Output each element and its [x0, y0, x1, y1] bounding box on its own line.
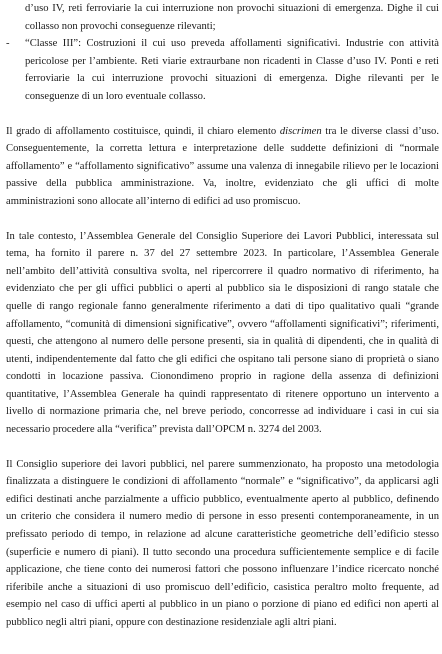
- paragraph-assemblea-generale: In tale contesto, l’Assemblea Generale del Consiglio Superiore dei Lavori Pubblici, interessata sul tema, ha fornito il parere n. 37 del 27 settembre 2023. In particolare, l’Assemblea Generale nell’ambito dell’attività consultiva svolta, nel ripercorrere il quadro normativo di riferimento, ha evidenziato che per gli uffici pubblici o aperti al pubblico sia le disposizioni di rango statale che quelle di rango regionale fanno generalmente riferimento a dati di tipo qualitativo quali “grande affollamento, “comunità di dimensioni significative”, ovvero “affollamenti significativi”; riferimenti, questi, che attengono al numero delle persone presenti, sia in qualità di dipendenti, che in qualità di utenti, indipendentemente dal fatto che gli edifici che ospitano tali persone siano di proprietà o siano condotti in locazione passiva. Cionondimeno proprio in ragione della assenza di definizioni quantitative, l’Assemblea Generale ha quindi rappresentato di ritenere opportuno un intervento a livello di normazione primaria che, nel breve periodo, concorresse ad individuare i casi in cui sia necessario procedere alla “verifica” prevista dall’OPCM n. 3274 del 2003.: [6, 230, 439, 436]
- paragraph-gap: [6, 439, 439, 456]
- paragraph-affollamento-end: tra le diverse classi d’uso. Conseguentemente, la corretta lettura e interpretazione delle suddette definizioni di “normale affollamento” e “affollamento significativo” assume una valenza di innegabile rilievo per le locazioni passive della pubblica amministrazione. Va, inoltre, evidenziato che gli uffici di molte amministrazioni sono allocate all’interno di edifici ad uso promiscuo.: [6, 125, 439, 207]
- continuation-text: d’uso IV, reti ferroviarie la cui interruzione non provochi situazioni di emergenza. Dighe il cui collasso non provochi conseguenze rilevanti;: [25, 3, 439, 32]
- list-item-classe-iii: [6, 35, 439, 105]
- paragraph-consiglio-superiore: Il Consiglio superiore dei lavori pubblici, nel parere summenzionato, ha proposto una metodologia finalizzata a distinguere le condizioni di affollamento “normale” e “significativo”, da applicarsi agli edifici destinati anche parzialmente a ufficio pubblico, eventualmente aperto al pubblico, definendo un criterio che considera il numero medio di persone in esso presenti contemporaneamente, in un prefissato periodo di tempo, in relazione ad alcune caratteristiche geometriche dell’edificio stesso (superficie e numero di piani). Il tutto secondo una procedura sufficientemente semplice e di facile applicazione, che tiene conto dei numerosi fattori che possono influenzare l’indice ricercato nonché riferibile anche a situazioni di uso promiscuo dell’edificio, casistica peraltro molto frequente, ad esempio nel caso di uffici aperti al pubblico in un piano o porzione di piano ed edifici non aperti al pubblico negli altri piani, oppure con destinazione residenziale agli altri piani.: [6, 458, 439, 628]
- discrimen-italic: discrimen: [279, 125, 322, 137]
- bullet-dash: -: [6, 38, 10, 50]
- classe-iii-text: “Classe III”: Costruzioni il cui uso preveda affollamenti significativi. Industrie con attività pericolose per l’ambiente. Reti viarie extraurbane non ricadenti in Classe d’uso IV. Ponti e reti ferroviarie la cui interruzione provochi situazioni di emergenza. Dighe rilevanti per le conseguenze di un loro eventuale collasso.: [25, 38, 439, 102]
- paragraph-affollamento: [6, 123, 439, 211]
- paragraph-gap: [6, 211, 439, 228]
- paragraph-affollamento-start: Il grado di affollamento costituisce, quindi, il chiaro elemento: [6, 125, 280, 137]
- paragraph-gap: [6, 106, 439, 123]
